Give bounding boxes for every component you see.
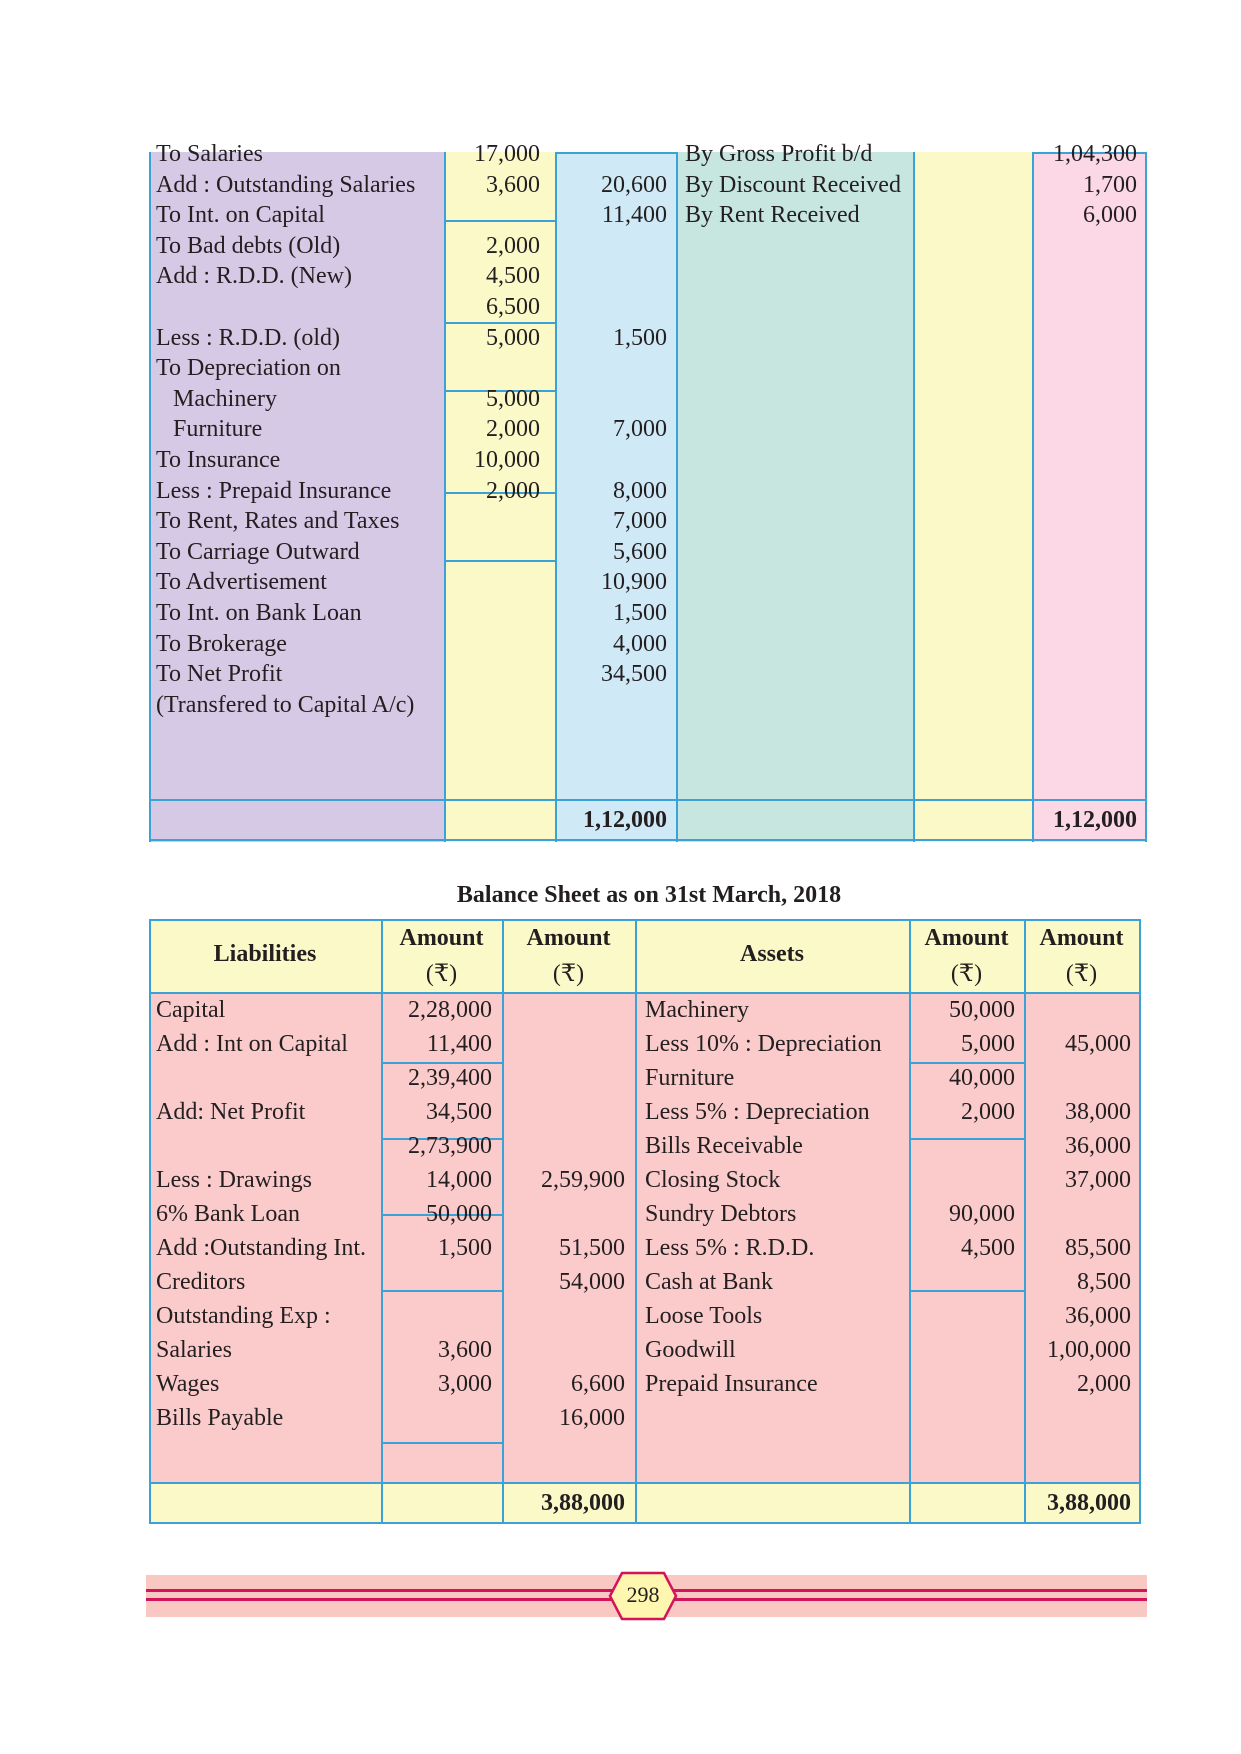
row-inner-amount: 3,600 <box>486 171 540 198</box>
bs-header-amount-2: Amount <box>526 925 611 951</box>
row-inner-amount: 2,39,400 <box>408 1065 492 1091</box>
row-label: Add : Outstanding Salaries <box>156 171 416 198</box>
row-amount: 2,000 <box>1077 1371 1131 1397</box>
row-label: Capital <box>156 997 226 1023</box>
row-inner-amount: 4,500 <box>961 1235 1015 1261</box>
row-amount: 2,59,900 <box>541 1167 625 1193</box>
bs-header-currency-3: (₹) <box>950 961 983 987</box>
row-inner-amount: 11,400 <box>426 1031 492 1057</box>
row-inner-amount: 5,000 <box>486 324 540 351</box>
row-amount: 54,000 <box>559 1269 625 1295</box>
row-label: Less 10% : Depreciation <box>645 1031 882 1057</box>
row-label: Furniture <box>645 1065 735 1091</box>
row-amount: 45,000 <box>1065 1031 1131 1057</box>
row-label: By Discount Received <box>685 171 901 198</box>
row-inner-amount: 90,000 <box>949 1201 1015 1227</box>
pl-rule <box>445 220 556 222</box>
row-amount: 4,000 <box>613 630 667 657</box>
row-label: To Bad debts (Old) <box>156 232 341 259</box>
row-amount: 10,900 <box>601 569 667 596</box>
row-inner-amount: 4,500 <box>486 263 540 290</box>
row-label: Creditors <box>156 1269 246 1295</box>
row-amount: 36,000 <box>1065 1133 1131 1159</box>
row-amount: 1,00,000 <box>1047 1337 1131 1363</box>
row-inner-amount: 2,000 <box>486 477 540 504</box>
row-label: By Gross Profit b/d <box>685 141 873 167</box>
row-amount: 5,600 <box>613 538 667 565</box>
row-label: Goodwill <box>645 1337 736 1363</box>
bs-rule <box>910 1290 1024 1292</box>
row-label: Salaries <box>156 1337 232 1363</box>
row-amount: 8,500 <box>1077 1269 1131 1295</box>
row-label: Furniture <box>173 416 263 443</box>
row-inner-amount: 34,500 <box>426 1099 492 1125</box>
row-label: To Rent, Rates and Taxes <box>156 508 400 535</box>
row-amount: 1,500 <box>613 600 667 626</box>
row-amount: 38,000 <box>1065 1099 1131 1125</box>
row-inner-amount: 2,28,000 <box>408 997 492 1023</box>
row-label: To Salaries <box>156 141 263 167</box>
row-inner-amount: 1,500 <box>438 1235 492 1261</box>
pl-total-debit: 1,12,000 <box>583 807 667 833</box>
row-inner-amount: 2,000 <box>961 1099 1015 1125</box>
row-label: Less : Prepaid Insurance <box>156 477 392 504</box>
row-label: Less : Drawings <box>156 1167 312 1193</box>
row-label: Add : R.D.D. (New) <box>156 263 352 290</box>
row-inner-amount: 40,000 <box>949 1065 1015 1091</box>
row-amount: 8,000 <box>613 477 667 504</box>
bs-rule <box>382 1442 502 1444</box>
bs-rule <box>910 1138 1024 1140</box>
row-amount: 51,500 <box>559 1235 625 1261</box>
row-inner-amount: 2,73,900 <box>408 1133 492 1159</box>
row-label: 6% Bank Loan <box>156 1201 300 1227</box>
row-inner-amount: 2,000 <box>486 416 540 443</box>
row-label: Less 5% : Depreciation <box>645 1099 870 1125</box>
row-label: Outstanding Exp : <box>156 1303 331 1329</box>
balance-sheet-title: Balance Sheet as on 31st March, 2018 <box>456 882 842 908</box>
row-label: To Advertisement <box>156 569 327 596</box>
page-number: 298 <box>626 1582 660 1607</box>
row-amount: 7,000 <box>613 508 667 535</box>
row-label: Less 5% : R.D.D. <box>645 1235 815 1261</box>
pl-rule <box>445 560 556 562</box>
row-label: To Int. on Bank Loan <box>156 600 362 626</box>
row-label: To Carriage Outward <box>156 538 360 565</box>
row-label: Closing Stock <box>645 1167 781 1193</box>
row-amount: 34,500 <box>601 661 667 688</box>
row-amount: 6,600 <box>571 1371 625 1397</box>
row-amount: 1,700 <box>1083 171 1137 198</box>
row-label: Sundry Debtors <box>645 1201 797 1227</box>
row-label: To Insurance <box>156 447 281 473</box>
pl-col-credit-inner <box>914 152 1033 842</box>
row-inner-amount: 6,500 <box>486 294 540 320</box>
row-label: To Net Profit <box>156 661 283 688</box>
row-label: Loose Tools <box>645 1303 763 1329</box>
row-label: To Int. on Capital <box>156 202 325 229</box>
bs-header-amount-4: Amount <box>1039 925 1124 951</box>
row-inner-amount: 17,000 <box>474 141 540 167</box>
row-inner-amount: 5,000 <box>486 385 540 412</box>
row-label: Add: Net Profit <box>156 1099 306 1125</box>
row-amount: 11,400 <box>601 202 667 229</box>
row-label: To Brokerage <box>156 630 287 657</box>
row-inner-amount: 50,000 <box>426 1201 492 1227</box>
bs-table <box>149 919 1141 1525</box>
row-amount: 20,600 <box>601 171 667 198</box>
bs-total-assets: 3,88,000 <box>1047 1490 1131 1516</box>
row-amount: 1,500 <box>613 324 667 351</box>
row-label: Prepaid Insurance <box>645 1371 818 1397</box>
bs-rule <box>382 1290 502 1292</box>
row-inner-amount: 2,000 <box>486 232 540 259</box>
row-inner-amount: 50,000 <box>949 997 1015 1023</box>
row-label: Bills Receivable <box>645 1133 803 1159</box>
bs-header-amount-3: Amount <box>924 925 1009 951</box>
row-label: Add : Int on Capital <box>156 1031 348 1057</box>
row-inner-amount: 5,000 <box>961 1031 1015 1057</box>
row-label: By Rent Received <box>685 202 860 229</box>
bs-header-currency-1: (₹) <box>425 961 458 987</box>
bs-header-currency-2: (₹) <box>552 961 585 987</box>
pl-col-credit-particulars <box>677 152 914 842</box>
row-inner-amount: 3,000 <box>438 1371 492 1397</box>
row-amount: 37,000 <box>1065 1167 1131 1193</box>
row-label: (Transfered to Capital A/c) <box>156 691 415 718</box>
row-amount: 6,000 <box>1083 202 1137 229</box>
row-amount: 85,500 <box>1065 1235 1131 1261</box>
bs-header-amount-1: Amount <box>399 925 484 951</box>
row-label: To Depreciation on <box>156 355 341 382</box>
row-inner-amount: 3,600 <box>438 1337 492 1363</box>
row-inner-amount: 14,000 <box>426 1167 492 1193</box>
pl-table <box>149 141 1149 842</box>
row-label: Machinery <box>173 385 277 412</box>
pl-total-credit: 1,12,000 <box>1053 807 1137 833</box>
pl-col-credit-amount <box>1033 152 1146 842</box>
row-amount: 7,000 <box>613 416 667 443</box>
row-amount: 1,04,300 <box>1053 141 1137 167</box>
bs-header-liabilities: Liabilities <box>213 941 317 967</box>
bs-total-band <box>149 1483 1139 1523</box>
row-label: Add :Outstanding Int. <box>156 1235 366 1261</box>
bs-total-liabilities: 3,88,000 <box>541 1490 625 1516</box>
row-amount: 36,000 <box>1065 1303 1131 1329</box>
row-amount: 16,000 <box>559 1405 625 1431</box>
bs-header-currency-4: (₹) <box>1065 961 1098 987</box>
row-label: Bills Payable <box>156 1405 284 1431</box>
row-label: Cash at Bank <box>645 1269 773 1295</box>
row-inner-amount: 10,000 <box>474 447 540 473</box>
row-label: Wages <box>156 1371 220 1397</box>
bs-header-assets: Assets <box>740 941 804 967</box>
row-label: Machinery <box>645 997 749 1023</box>
row-label: Less : R.D.D. (old) <box>156 324 340 351</box>
